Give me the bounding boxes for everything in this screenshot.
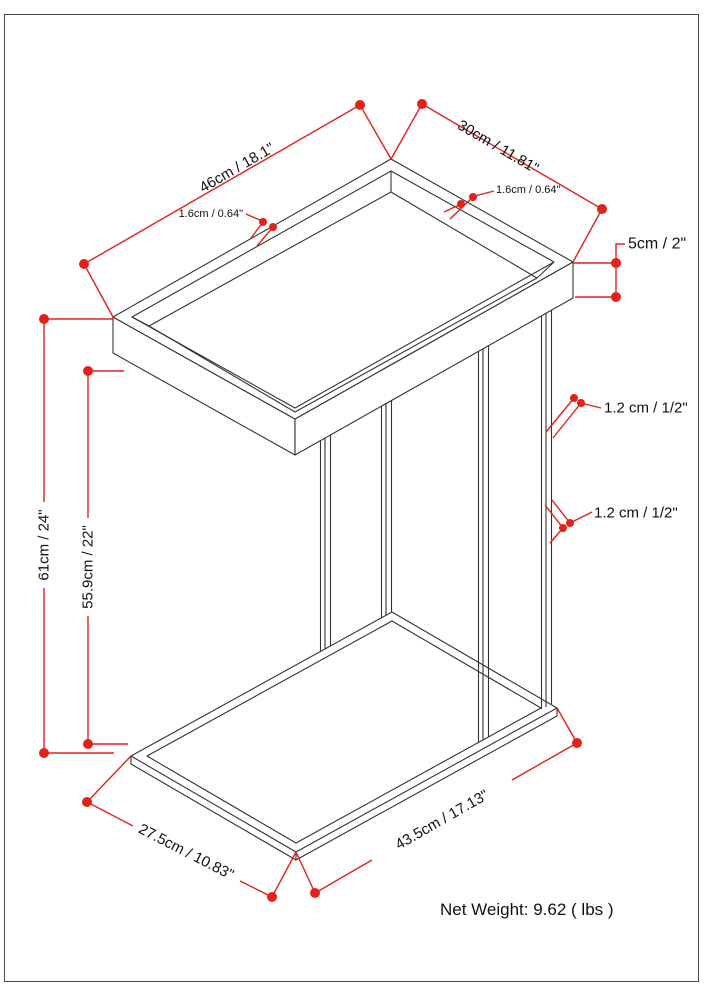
table-base-frame xyxy=(131,612,557,860)
label-tray-lip-left: 1.6cm / 0.64" xyxy=(178,208,243,220)
label-overall-height: 61cm / 24" xyxy=(35,509,53,581)
dim-tube-upper xyxy=(546,394,601,438)
label-top-length: 46cm / 18.1" xyxy=(196,139,278,197)
label-net-weight: Net Weight: 9.62 ( lbs ) xyxy=(440,900,614,919)
dim-top-thickness xyxy=(573,244,625,302)
label-clearance-height: 55.9cm / 22" xyxy=(79,525,97,609)
label-base-width: 27.5cm / 10.83" xyxy=(135,820,237,884)
page-border xyxy=(5,15,699,982)
label-tray-lip-right: 1.6cm / 0.64" xyxy=(496,184,561,196)
label-base-length: 43.5cm / 17.13" xyxy=(392,786,492,854)
label-top-width: 30cm / 11.81" xyxy=(454,116,542,178)
label-tube-lower: 1.2 cm / 1/2" xyxy=(594,504,678,522)
label-tube-upper: 1.2 cm / 1/2" xyxy=(604,399,688,417)
tabletop-tray xyxy=(113,159,573,455)
label-top-thickness: 5cm / 2" xyxy=(628,235,687,253)
